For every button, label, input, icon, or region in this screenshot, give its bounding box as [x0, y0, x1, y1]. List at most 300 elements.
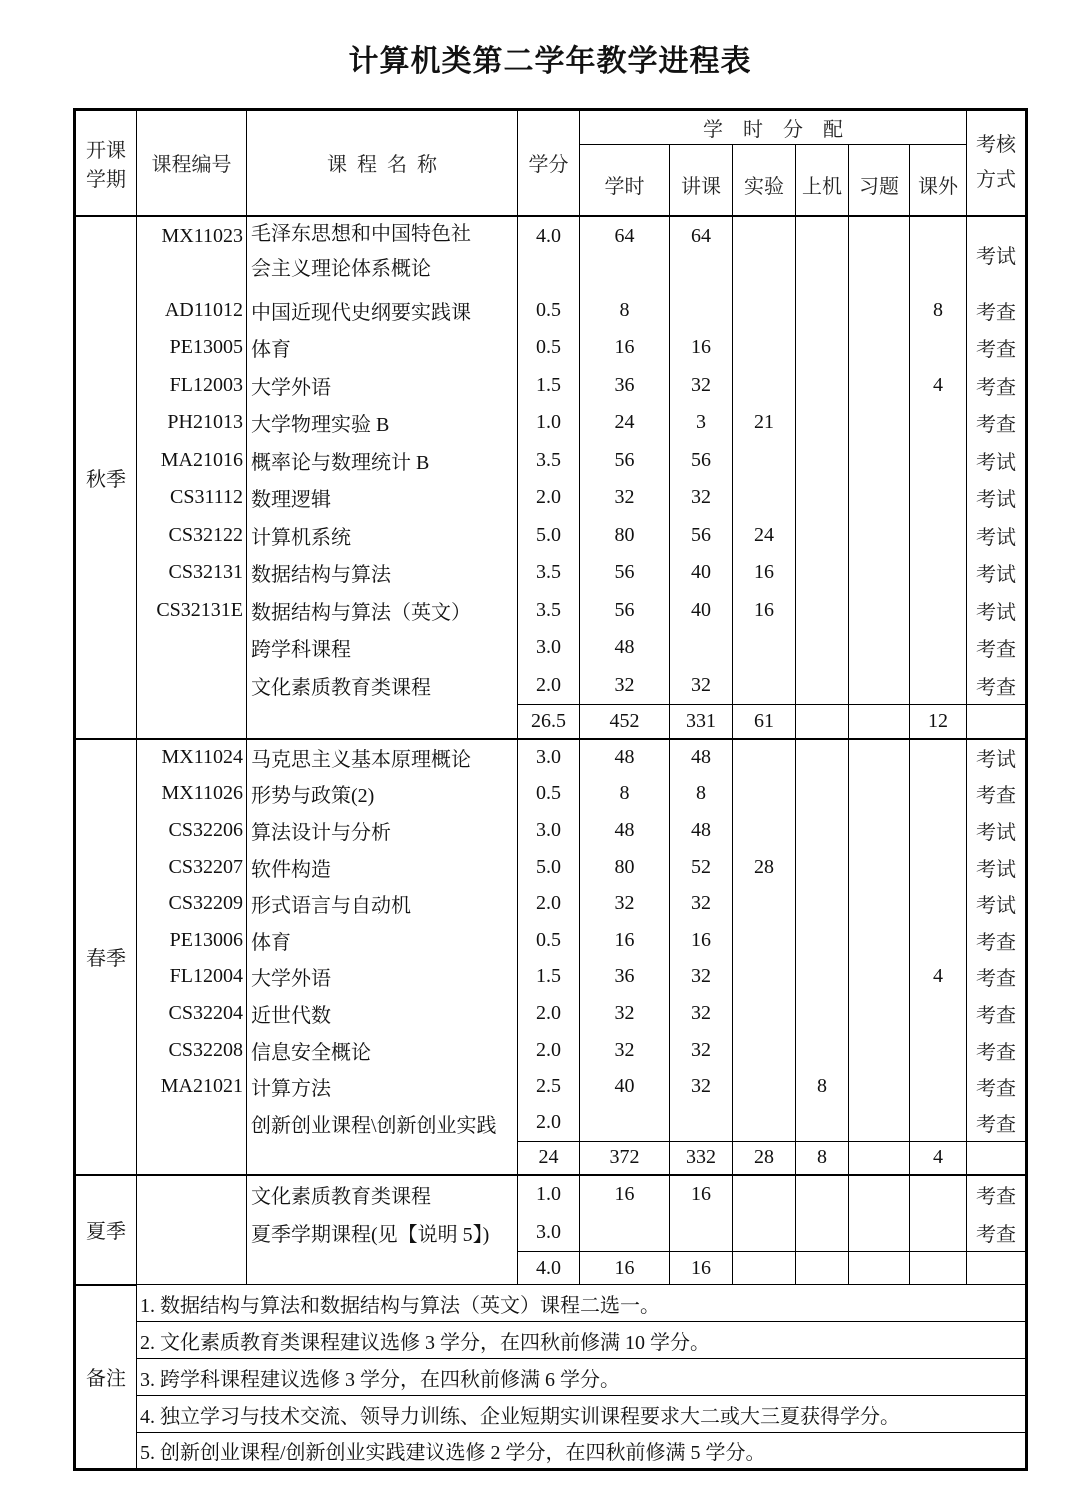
course-lab: 28 [733, 849, 796, 886]
course-extra [910, 1105, 967, 1142]
course-row [75, 1105, 1027, 1142]
course-computer [796, 922, 849, 959]
course-code: CS32206 [137, 812, 247, 849]
course-lab [733, 959, 796, 996]
course-computer [796, 776, 849, 813]
course-credits: 0.5 [518, 329, 580, 367]
course-credits: 3.5 [518, 592, 580, 630]
course-code: FL12003 [137, 367, 247, 405]
course-hours: 16 [580, 1175, 670, 1214]
course-exam-method: 考查 [967, 1068, 1027, 1105]
course-extra [910, 479, 967, 517]
course-name: 体育 [247, 329, 518, 367]
header-hours: 学时 [580, 145, 670, 216]
course-row [75, 1213, 1027, 1252]
course-computer [796, 479, 849, 517]
total-code-blank [137, 1142, 247, 1175]
course-hours: 48 [580, 739, 670, 776]
header-hours-group: 学 时 分 配 [580, 110, 967, 145]
course-lecture: 48 [670, 739, 733, 776]
course-code: MA21016 [137, 442, 247, 480]
course-name: 马克思主义基本原理概论 [247, 739, 518, 776]
course-extra [910, 776, 967, 813]
course-lecture [670, 1213, 733, 1252]
course-credits: 1.0 [518, 404, 580, 442]
course-code: CS32208 [137, 1032, 247, 1069]
course-computer [796, 995, 849, 1032]
course-name-line: 会主义理论体系概论 [251, 257, 431, 280]
course-code [137, 1213, 247, 1252]
course-lecture: 3 [670, 404, 733, 442]
course-name: 形式语言与自动机 [247, 885, 518, 922]
course-exercise [849, 367, 910, 405]
course-lab [733, 1068, 796, 1105]
course-exercise [849, 1032, 910, 1069]
course-code: CS32131E [137, 592, 247, 630]
course-lab [733, 812, 796, 849]
course-code [137, 1175, 247, 1214]
course-exam-method: 考查 [967, 1175, 1027, 1214]
course-name: 大学物理实验 B [247, 404, 518, 442]
total-exercise [849, 704, 910, 739]
course-exam-method: 考试 [967, 739, 1027, 776]
course-lecture: 56 [670, 442, 733, 480]
course-credits: 2.0 [518, 995, 580, 1032]
course-row [75, 404, 1027, 442]
course-computer [796, 442, 849, 480]
course-computer [796, 739, 849, 776]
course-lab [733, 629, 796, 667]
header-credits: 学分 [518, 110, 580, 216]
course-exam-method: 考试 [967, 592, 1027, 630]
course-exercise [849, 995, 910, 1032]
course-name: 文化素质教育类课程 [247, 1175, 518, 1214]
course-hours: 40 [580, 1068, 670, 1105]
course-lecture: 56 [670, 517, 733, 555]
course-extra: 4 [910, 367, 967, 405]
course-row [75, 995, 1027, 1032]
course-row [75, 885, 1027, 922]
course-lecture: 32 [670, 885, 733, 922]
course-extra [910, 922, 967, 959]
total-lab [733, 1252, 796, 1285]
course-exercise [849, 739, 910, 776]
term-label: 秋季 [75, 216, 137, 740]
course-code [137, 667, 247, 705]
course-code: FL12004 [137, 959, 247, 996]
course-name: 中国近现代史纲要实践课 [247, 292, 518, 330]
total-exercise [849, 1252, 910, 1285]
course-hours: 8 [580, 776, 670, 813]
course-exercise [849, 517, 910, 555]
course-hours [580, 1105, 670, 1142]
course-credits: 0.5 [518, 292, 580, 330]
course-lecture: 16 [670, 1175, 733, 1214]
total-hours: 372 [580, 1142, 670, 1175]
total-lecture: 16 [670, 1252, 733, 1285]
course-row [75, 1032, 1027, 1069]
course-lab [733, 776, 796, 813]
course-computer [796, 1213, 849, 1252]
course-hours: 48 [580, 629, 670, 667]
course-exam-method: 考查 [967, 1105, 1027, 1142]
course-code: MA21021 [137, 1068, 247, 1105]
course-lab: 21 [733, 404, 796, 442]
term-label: 春季 [75, 739, 137, 1175]
section-total-row [75, 704, 1027, 739]
course-exam-method: 考查 [967, 667, 1027, 705]
course-hours: 32 [580, 479, 670, 517]
course-hours: 36 [580, 367, 670, 405]
course-credits: 4.0 [518, 216, 580, 292]
course-name: 大学外语 [247, 367, 518, 405]
course-row [75, 922, 1027, 959]
course-code: CS32122 [137, 517, 247, 555]
course-exercise [849, 592, 910, 630]
course-code: CS32209 [137, 885, 247, 922]
course-lab [733, 922, 796, 959]
course-lecture [670, 1105, 733, 1142]
course-code: MX11026 [137, 776, 247, 813]
course-exercise [849, 554, 910, 592]
course-name: 大学外语 [247, 959, 518, 996]
course-lecture: 32 [670, 1068, 733, 1105]
total-extra: 4 [910, 1142, 967, 1175]
course-row [75, 329, 1027, 367]
course-hours: 32 [580, 885, 670, 922]
course-computer [796, 329, 849, 367]
course-lab: 16 [733, 554, 796, 592]
course-hours: 32 [580, 667, 670, 705]
course-extra: 4 [910, 959, 967, 996]
course-name: 信息安全概论 [247, 1032, 518, 1069]
course-lecture: 32 [670, 479, 733, 517]
course-code: MX11023 [137, 216, 247, 292]
course-credits: 3.5 [518, 442, 580, 480]
header-term: 开课 学期 [75, 110, 137, 216]
course-computer [796, 404, 849, 442]
course-credits: 2.5 [518, 1068, 580, 1105]
course-exam-method: 考试 [967, 216, 1027, 292]
section-total-row [75, 1142, 1027, 1175]
course-computer [796, 959, 849, 996]
course-code: MX11024 [137, 739, 247, 776]
notes-label: 备注 [75, 1285, 137, 1470]
course-row [75, 216, 1027, 292]
course-exercise [849, 776, 910, 813]
course-exercise [849, 812, 910, 849]
course-lab [733, 367, 796, 405]
course-lecture: 32 [670, 667, 733, 705]
course-lecture [670, 629, 733, 667]
course-row [75, 739, 1027, 776]
course-name: 形势与政策(2) [247, 776, 518, 813]
course-extra [910, 1032, 967, 1069]
term-label: 夏季 [75, 1175, 137, 1285]
course-row [75, 479, 1027, 517]
course-computer [796, 592, 849, 630]
total-computer [796, 1252, 849, 1285]
course-hours: 16 [580, 922, 670, 959]
course-row [75, 1068, 1027, 1105]
note-item: 3. 跨学科课程建议选修 3 学分，在四秋前修满 6 学分。 [137, 1359, 1027, 1396]
course-lecture [670, 292, 733, 330]
course-exam-method: 考试 [967, 849, 1027, 886]
course-name-line: 毛泽东思想和中国特色社 [251, 222, 471, 245]
header-extra: 课外 [910, 145, 967, 216]
note-row [75, 1433, 1027, 1470]
course-row [75, 776, 1027, 813]
note-item: 5. 创新创业课程/创新创业实践建议选修 2 学分，在四秋前修满 5 学分。 [137, 1433, 1027, 1470]
course-row [75, 442, 1027, 480]
course-credits: 3.5 [518, 554, 580, 592]
course-exam-method: 考查 [967, 922, 1027, 959]
course-name: 数据结构与算法（英文） [247, 592, 518, 630]
total-code-blank [137, 704, 247, 739]
total-extra: 12 [910, 704, 967, 739]
course-lecture: 40 [670, 554, 733, 592]
course-lecture: 16 [670, 922, 733, 959]
course-row [75, 292, 1027, 330]
course-name: 数据结构与算法 [247, 554, 518, 592]
course-lab [733, 995, 796, 1032]
course-lab [733, 329, 796, 367]
course-exam-method: 考查 [967, 959, 1027, 996]
course-credits: 5.0 [518, 849, 580, 886]
course-row [75, 367, 1027, 405]
course-code [137, 629, 247, 667]
note-row [75, 1322, 1027, 1359]
note-item: 1. 数据结构与算法和数据结构与算法（英文）课程二选一。 [137, 1285, 1027, 1322]
header-computer: 上机 [796, 145, 849, 216]
course-credits: 0.5 [518, 776, 580, 813]
course-extra [910, 995, 967, 1032]
course-exercise [849, 629, 910, 667]
course-code: CS31112 [137, 479, 247, 517]
course-lecture: 64 [670, 216, 733, 292]
course-computer [796, 812, 849, 849]
course-computer [796, 849, 849, 886]
course-lab [733, 216, 796, 292]
course-credits: 1.5 [518, 959, 580, 996]
note-row [75, 1359, 1027, 1396]
total-name-blank [247, 1142, 518, 1175]
course-lab [733, 885, 796, 922]
note-item: 2. 文化素质教育类课程建议选修 3 学分，在四秋前修满 10 学分。 [137, 1322, 1027, 1359]
course-exam-method: 考试 [967, 517, 1027, 555]
course-lecture: 52 [670, 849, 733, 886]
course-computer [796, 517, 849, 555]
course-row [75, 812, 1027, 849]
course-exercise [849, 1213, 910, 1252]
note-item: 4. 独立学习与技术交流、领导力训练、企业短期实训课程要求大二或大三夏获得学分。 [137, 1396, 1027, 1433]
course-exam-method: 考查 [967, 329, 1027, 367]
course-code: PE13005 [137, 329, 247, 367]
course-extra [910, 812, 967, 849]
total-credits: 4.0 [518, 1252, 580, 1285]
course-exercise [849, 1175, 910, 1214]
course-hours: 32 [580, 995, 670, 1032]
course-exam-method: 考查 [967, 367, 1027, 405]
total-exam-blank [967, 704, 1027, 739]
course-extra [910, 667, 967, 705]
section-total-row [75, 1252, 1027, 1285]
course-extra [910, 592, 967, 630]
course-code: CS32204 [137, 995, 247, 1032]
course-lecture: 48 [670, 812, 733, 849]
header-exam: 考核 方式 [967, 110, 1027, 216]
course-lecture: 40 [670, 592, 733, 630]
course-exercise [849, 1105, 910, 1142]
course-extra [910, 1068, 967, 1105]
course-exercise [849, 849, 910, 886]
course-credits: 2.0 [518, 1105, 580, 1142]
course-code: AD11012 [137, 292, 247, 330]
course-credits: 1.5 [518, 367, 580, 405]
course-exercise [849, 404, 910, 442]
course-row [75, 517, 1027, 555]
total-credits: 24 [518, 1142, 580, 1175]
course-exam-method: 考查 [967, 629, 1027, 667]
course-lab [733, 442, 796, 480]
course-exercise [849, 442, 910, 480]
course-lab [733, 1175, 796, 1214]
course-exam-method: 考查 [967, 995, 1027, 1032]
course-hours: 80 [580, 849, 670, 886]
course-hours [580, 1213, 670, 1252]
course-lab [733, 1213, 796, 1252]
course-code: CS32131 [137, 554, 247, 592]
course-computer [796, 885, 849, 922]
course-credits: 0.5 [518, 922, 580, 959]
course-exam-method: 考试 [967, 812, 1027, 849]
course-exercise [849, 1068, 910, 1105]
course-row [75, 667, 1027, 705]
course-hours: 56 [580, 442, 670, 480]
course-credits: 3.0 [518, 739, 580, 776]
course-exercise [849, 216, 910, 292]
course-hours: 56 [580, 592, 670, 630]
total-computer: 8 [796, 1142, 849, 1175]
course-exercise [849, 922, 910, 959]
course-hours: 8 [580, 292, 670, 330]
course-lecture: 32 [670, 995, 733, 1032]
course-row [75, 1175, 1027, 1214]
course-computer [796, 1105, 849, 1142]
course-hours: 24 [580, 404, 670, 442]
course-lecture: 32 [670, 367, 733, 405]
course-extra [910, 442, 967, 480]
total-name-blank [247, 704, 518, 739]
course-credits: 3.0 [518, 629, 580, 667]
total-credits: 26.5 [518, 704, 580, 739]
course-computer [796, 667, 849, 705]
course-row [75, 592, 1027, 630]
course-extra [910, 885, 967, 922]
course-name: 算法设计与分析 [247, 812, 518, 849]
course-credits: 3.0 [518, 812, 580, 849]
course-hours: 48 [580, 812, 670, 849]
course-extra [910, 517, 967, 555]
course-row [75, 629, 1027, 667]
course-credits: 2.0 [518, 885, 580, 922]
course-computer [796, 216, 849, 292]
total-lecture: 331 [670, 704, 733, 739]
course-exam-method: 考试 [967, 554, 1027, 592]
course-extra [910, 1175, 967, 1214]
course-name: 概率论与数理统计 B [247, 442, 518, 480]
course-credits: 1.0 [518, 1175, 580, 1214]
course-hours: 80 [580, 517, 670, 555]
header-lecture: 讲课 [670, 145, 733, 216]
course-exam-method: 考查 [967, 776, 1027, 813]
course-lab [733, 479, 796, 517]
course-code: PE13006 [137, 922, 247, 959]
course-code: CS32207 [137, 849, 247, 886]
course-exam-method: 考试 [967, 442, 1027, 480]
total-code-blank [137, 1252, 247, 1285]
total-exam-blank [967, 1142, 1027, 1175]
course-name: 文化素质教育类课程 [247, 667, 518, 705]
course-name: 计算方法 [247, 1068, 518, 1105]
course-credits: 2.0 [518, 1032, 580, 1069]
course-name: 创新创业课程\创新创业实践 [247, 1105, 518, 1142]
course-computer [796, 367, 849, 405]
course-computer [796, 1175, 849, 1214]
page-title: 计算机类第二学年教学进程表 [348, 44, 752, 79]
total-exam-blank [967, 1252, 1027, 1285]
course-code [137, 1105, 247, 1142]
course-computer [796, 1032, 849, 1069]
course-exercise [849, 292, 910, 330]
course-lecture: 32 [670, 1032, 733, 1069]
course-exam-method: 考试 [967, 479, 1027, 517]
course-extra [910, 554, 967, 592]
course-row [75, 554, 1027, 592]
course-exercise [849, 959, 910, 996]
course-hours: 16 [580, 329, 670, 367]
course-extra [910, 1213, 967, 1252]
course-name: 软件构造 [247, 849, 518, 886]
course-exercise [849, 885, 910, 922]
course-lab: 24 [733, 517, 796, 555]
teaching-schedule-table [73, 108, 1028, 1471]
course-extra [910, 739, 967, 776]
course-exam-method: 考查 [967, 404, 1027, 442]
course-lecture: 32 [670, 959, 733, 996]
course-lab: 16 [733, 592, 796, 630]
course-credits: 2.0 [518, 667, 580, 705]
course-name [247, 216, 518, 292]
course-lab [733, 1105, 796, 1142]
total-lab: 28 [733, 1142, 796, 1175]
course-name: 计算机系统 [247, 517, 518, 555]
total-hours: 452 [580, 704, 670, 739]
header-code: 课程编号 [137, 110, 247, 216]
course-lab [733, 1032, 796, 1069]
course-name: 体育 [247, 922, 518, 959]
course-extra [910, 216, 967, 292]
course-name: 跨学科课程 [247, 629, 518, 667]
course-computer: 8 [796, 1068, 849, 1105]
course-exam-method: 考查 [967, 1213, 1027, 1252]
total-extra [910, 1252, 967, 1285]
course-lab [733, 739, 796, 776]
course-hours: 56 [580, 554, 670, 592]
total-hours: 16 [580, 1252, 670, 1285]
total-lab: 61 [733, 704, 796, 739]
total-exercise [849, 1142, 910, 1175]
